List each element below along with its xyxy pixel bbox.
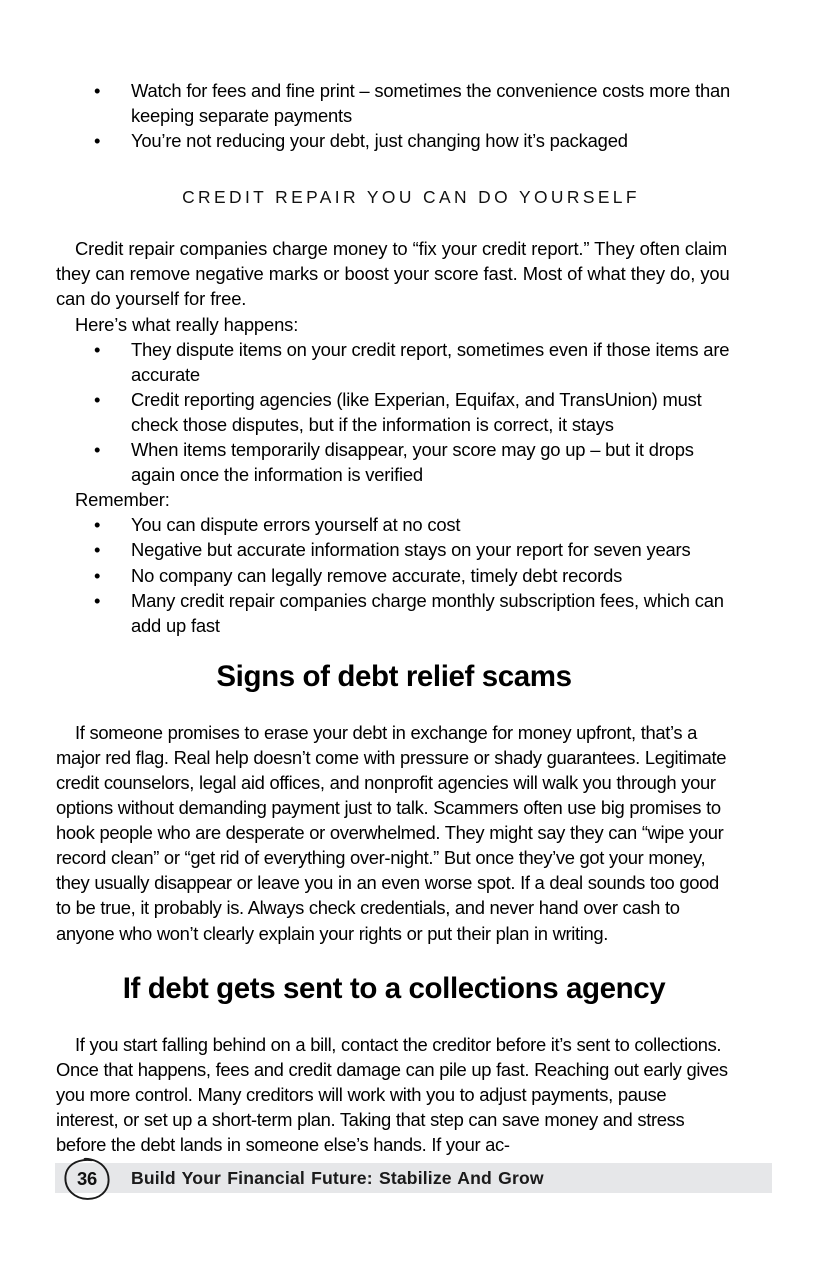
spacer bbox=[56, 694, 732, 720]
list-item-text: When items temporarily disappear, your score may go up – but it drops again once the information is verified bbox=[131, 439, 694, 486]
bullet-icon: • bbox=[94, 539, 101, 561]
section-heading-credit-repair: CREDIT REPAIR YOU CAN DO YOURSELF bbox=[182, 187, 640, 208]
list-item-text: They dispute items on your credit report, sometimes even if those items are accurate bbox=[131, 338, 730, 385]
paragraph-credit-repair-intro: Credit repair companies charge money to “fix your credit report.” They often claim they can remove negative marks or boost your score fast. Most of what they do, you can do yourself for free. bbox=[56, 238, 730, 310]
section-heading-scams: Signs of debt relief scams bbox=[216, 659, 572, 693]
spacer bbox=[56, 638, 732, 660]
spacer bbox=[56, 1006, 732, 1032]
bullet-icon: • bbox=[94, 514, 101, 536]
bullet-icon: • bbox=[94, 564, 101, 586]
list-item bbox=[56, 563, 732, 588]
bullet-icon: • bbox=[94, 80, 101, 101]
lead-in-remember: Remember: bbox=[75, 489, 170, 511]
list-item-text: You can dispute errors yourself at no cost bbox=[131, 514, 461, 536]
list-item bbox=[56, 78, 732, 128]
list-item-text: Watch for fees and fine print – sometimes the convenience costs more than keeping separate payments bbox=[131, 80, 731, 127]
list-item-text: Negative but accurate information stays on your report for seven years bbox=[131, 539, 691, 561]
list-item bbox=[56, 437, 732, 487]
top-bullet-list bbox=[56, 78, 732, 153]
bullet-icon: • bbox=[94, 589, 101, 611]
bullet-icon: • bbox=[94, 338, 101, 360]
list-item-text: No company can legally remove accurate, timely debt records bbox=[131, 564, 623, 586]
bullet-icon: • bbox=[94, 130, 101, 152]
page-number: 36 bbox=[76, 1168, 98, 1189]
paragraph-scams: If someone promises to erase your debt in exchange for money upfront, that’s a major red flag. Real help doesn’t come with pressure or shady guarantees. Legitimate credit counselors, legal aid offices, and nonprofit agencies will walk you through your options without demanding payment just to talk. Scammers often use big promises to hook people who are desperate or overwhelmed. They might say they can “wipe your record clean” or “get rid of everything over-night.” But once they’ve got your money, they usually disappear or leave you in an even worse spot. If a deal sounds too good to be true, it probably is. Always check credentials, and never hand over cash to anyone who won’t clearly explain your rights or put their plan in writing. bbox=[56, 721, 727, 944]
bullet-icon: • bbox=[94, 388, 101, 410]
list-item-text: Many credit repair companies charge monthly subscription fees, which can add up fast bbox=[131, 589, 724, 636]
bullet-icon: • bbox=[94, 439, 101, 461]
page-number-badge bbox=[62, 1155, 112, 1203]
section-heading-collections: If debt gets sent to a collections agency bbox=[122, 971, 666, 1005]
list-item-text: You’re not reducing your debt, just changing how it’s packaged bbox=[131, 130, 628, 152]
page-content bbox=[56, 78, 732, 1157]
lead-in-heres-what-happens: Here’s what really happens: bbox=[75, 313, 299, 335]
credit-repair-bullet-list-1 bbox=[56, 337, 732, 488]
list-item bbox=[56, 512, 732, 537]
list-item bbox=[56, 588, 732, 638]
list-item bbox=[56, 128, 732, 153]
credit-repair-bullet-list-2 bbox=[56, 512, 732, 637]
spacer bbox=[56, 208, 732, 236]
list-item bbox=[56, 387, 732, 437]
list-item bbox=[56, 337, 732, 387]
spacer bbox=[56, 153, 732, 187]
list-item bbox=[56, 537, 732, 562]
list-item-text: Credit reporting agencies (like Experian, Equifax, and TransUnion) must check those disputes, but if the information is correct, it stays bbox=[131, 388, 702, 435]
spacer bbox=[56, 946, 732, 972]
footer-book-title: Build Your Financial Future: Stabilize And Grow bbox=[131, 1168, 544, 1188]
paragraph-collections: If you start falling behind on a bill, contact the creditor before it’s sent to collections. Once that happens, fees and credit damage can pile up fast. Reaching out early gives you more control. Many creditors will work with you to adjust payments, pause interest, or set up a short-term plan. Taking that step can save money and stress before the debt lands in someone else’s hands. If your ac- bbox=[56, 1033, 728, 1155]
